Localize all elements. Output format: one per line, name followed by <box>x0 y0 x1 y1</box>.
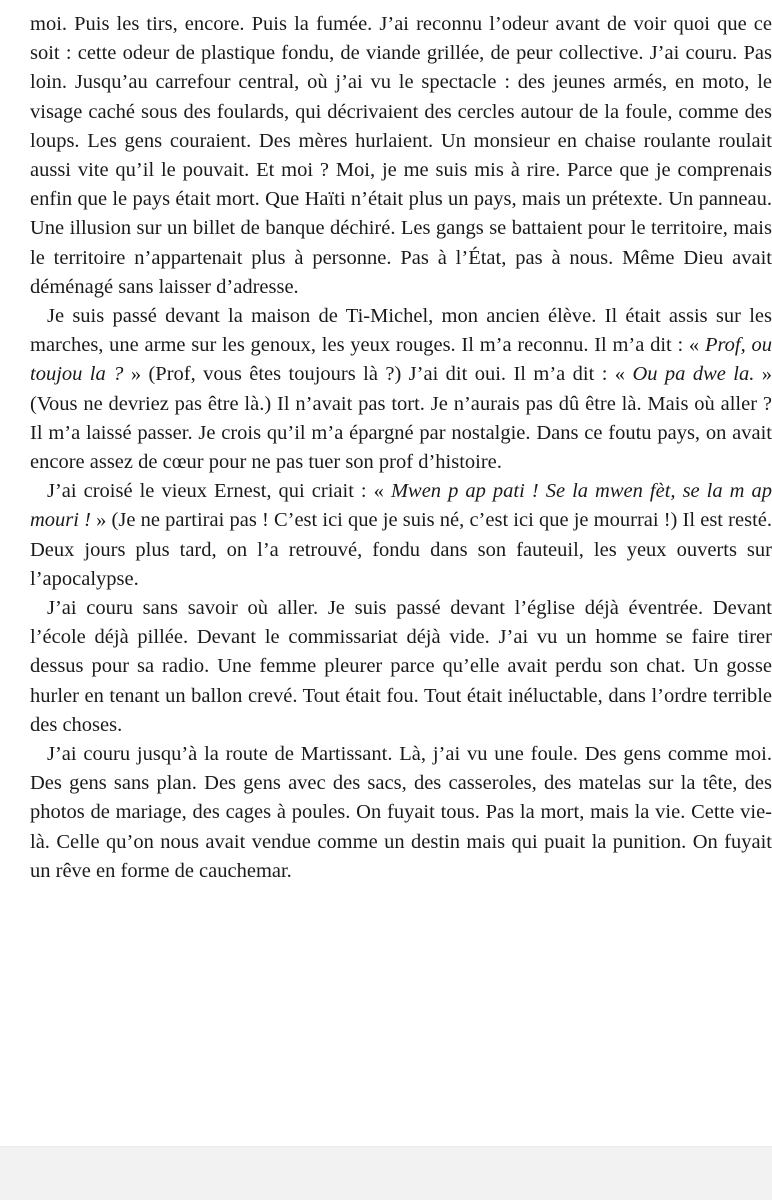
text-segment: J’ai couru sans savoir où aller. Je suis passé devant l’église déjà éventrée. Devant l’école déjà pillée. Devant le commissariat déjà vide. J’ai vu un homme se faire tirer dessus pour sa radio. Une femme pleurer parce qu’elle avait perdu son chat. Un gosse hurler en tenant un ballon crevé. Tout était fou. Tout était inéluctable, dans l’ordre terrible des choses. <box>30 597 772 736</box>
text-segment: J’ai croisé le vieux Ernest, qui criait : « <box>47 480 391 503</box>
paragraph-4 <box>30 594 772 740</box>
text-segment: moi. Puis les tirs, encore. Puis la fumée. J’ai reconnu l’odeur avant de voir quoi que ce soit : cette odeur de plastique fondu, de viande grillée, de peur collective. J’ai couru. Pas loin. Jusqu’au carrefour central, où j’ai vu le spectacle : des jeunes armés, en moto, le visage caché sous des foulards, qui décrivaient des cercles autour de la foule, comme des loups. Les gens couraient. Des mères hurlaient. Un monsieur en chaise roulante roulait aussi vite qu’il le pouvait. Et moi ? Moi, je me suis mis à rire. Parce que je comprenais enfin que le pays était mort. Que Haïti n’était plus un pays, mais un prétexte. Un panneau. Une illusion sur un billet de banque déchiré. Les gangs se battaient pour le territoire, mais le territoire n’appartenait plus à personne. Pas à l’État, pas à nous. Même Dieu avait déménagé sans laisser d’adresse. <box>30 13 772 298</box>
paragraph-5 <box>30 740 772 886</box>
text-segment: » (Vous ne devriez pas être là.) Il n’avait pas tort. Je n’aurais pas dû être là. Mais où aller ? Il m’a laissé passer. Je crois qu’il m’a épargné par nostalgie. Dans ce foutu pays, on avait encore assez de cœur pour ne pas tuer son prof d’histoire. <box>30 363 772 474</box>
text-segment: J’ai couru jusqu’à la route de Martissant. Là, j’ai vu une foule. Des gens comme moi. Des gens sans plan. Des gens avec des sacs, des casseroles, des matelas sur la tête, des photos de mariage, des cages à poules. On fuyait tous. Pas la mort, mais la vie. Cette vie-là. Celle qu’on nous avait vendue comme un destin mais qui puait la punition. On fuyait un rêve en forme de cauchemar. <box>30 743 772 882</box>
text-segment: Je suis passé devant la maison de Ti-Michel, mon ancien élève. Il était assis sur les marches, une arme sur les genoux, les yeux rouges. Il m’a reconnu. Il m’a dit : « <box>30 305 772 357</box>
body-text <box>30 10 772 886</box>
creole-quote: Mwen p ap pati ! Se la mwen fèt, se la m ap mouri ! <box>30 480 772 532</box>
text-segment: » (Prof, vous êtes toujours là ?) J’ai dit oui. Il m’a dit : « <box>123 363 633 386</box>
paragraph-1 <box>30 10 772 302</box>
paragraph-2 <box>30 302 772 477</box>
creole-quote: Ou pa dwe la. <box>632 363 755 386</box>
reader-bottom-bar <box>0 1146 772 1200</box>
creole-quote: Prof, ou toujou la ? <box>30 334 772 386</box>
text-segment: » (Je ne partirai pas ! C’est ici que je suis né, c’est ici que je mourrai !) Il est resté. Deux jours plus tard, on l’a retrouvé, fondu dans son fauteuil, les yeux ouverts sur l’apocalypse. <box>30 509 772 590</box>
paragraph-3 <box>30 477 772 594</box>
